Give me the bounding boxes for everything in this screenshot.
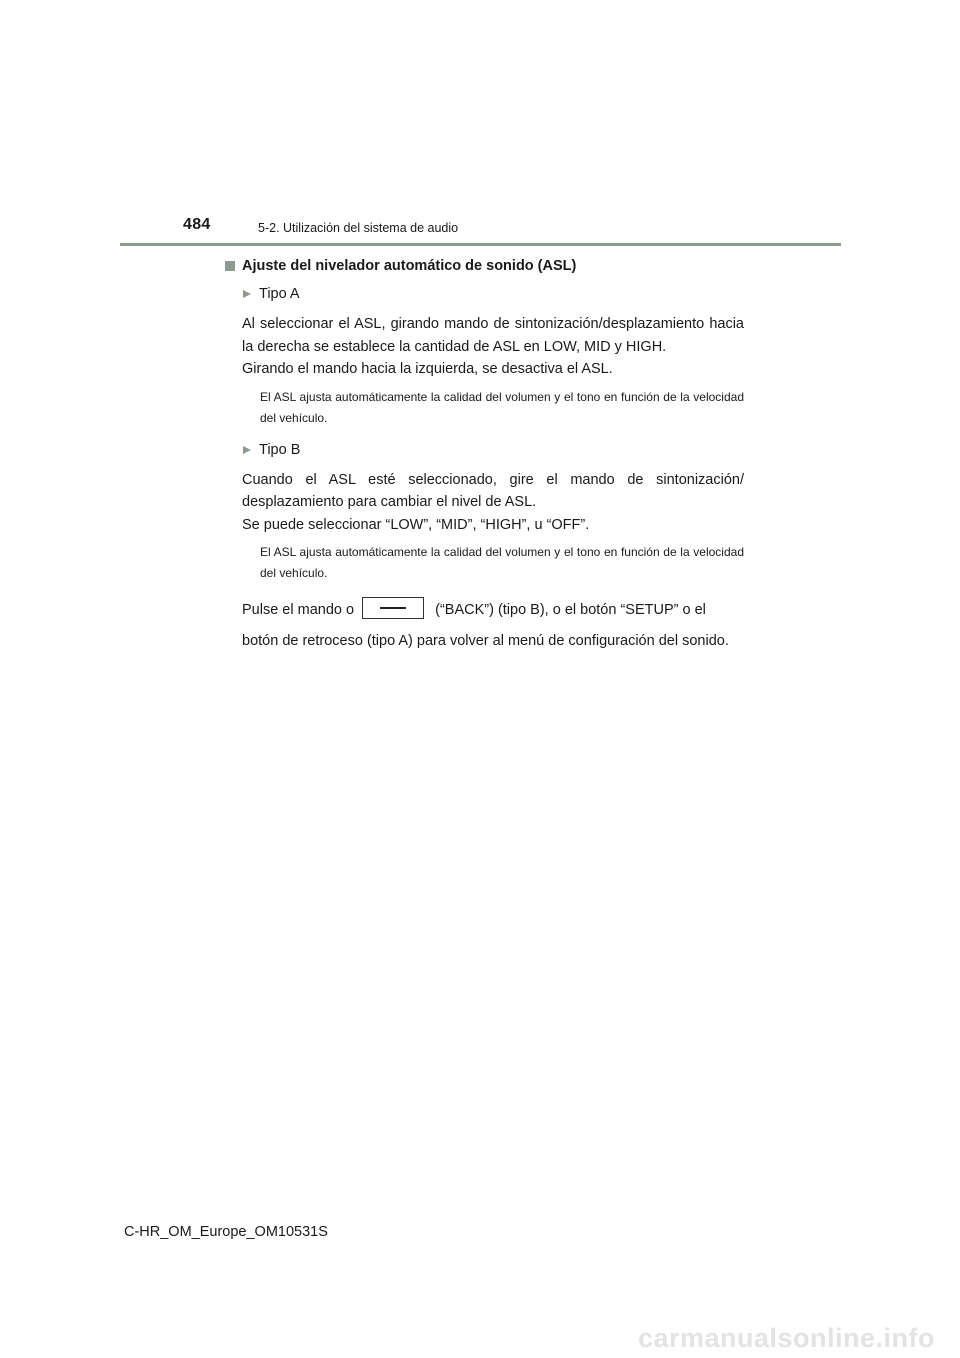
- section-heading-text: Ajuste del nivelador automático de sonido (ASL): [242, 258, 577, 274]
- type-b-body: [224, 469, 744, 537]
- type-b-label-text: Tipo B: [259, 441, 301, 458]
- type-b-note: El ASL ajusta automáticamente la calidad del volumen y el tono en función de la velocidad del vehículo.: [260, 545, 744, 580]
- final-instruction: [224, 595, 744, 657]
- watermark: carmanualsonline.info: [637, 1323, 935, 1353]
- type-a-body: [224, 313, 744, 381]
- back-button-icon: [362, 597, 424, 619]
- final-text-after: (“BACK”) (tipo B), o el botón “SETUP” o el botón de retroceso (tipo A) para volver al menú de configuración del sonido.: [242, 602, 729, 649]
- dash-icon: [380, 607, 406, 609]
- type-a-note: El ASL ajusta automáticamente la calidad del volumen y el tono en función de la velocidad del vehículo.: [260, 389, 744, 425]
- square-bullet-icon: [225, 261, 235, 271]
- section-heading: [224, 256, 744, 276]
- main-content: [224, 256, 744, 657]
- type-b-body-line: Cuando el ASL esté seleccionado, gire el mando de sintonización/ desplazamiento para cambiar el nivel de ASL.: [242, 471, 744, 510]
- type-a-label-text: Tipo A: [259, 286, 300, 302]
- type-a-body-line: Al seleccionar el ASL, girando mando de sintonización/desplazamiento hacia la derecha se establece la cantidad de ASL en LOW, MID y HIGH.: [242, 316, 744, 355]
- triangle-bullet-icon: [243, 446, 251, 454]
- section-title: 5-2. Utilización del sistema de audio: [258, 221, 459, 235]
- type-b-body-line: Se puede seleccionar “LOW”, “MID”, “HIGH”, u “OFF”.: [242, 516, 590, 533]
- page-number: 484: [183, 216, 211, 233]
- final-text-before: Pulse el mando o: [242, 602, 355, 618]
- type-a-label: [224, 284, 744, 304]
- header-rule: [120, 243, 841, 246]
- triangle-bullet-icon: [243, 290, 251, 298]
- footer-document-id: C-HR_OM_Europe_OM10531S: [124, 1224, 328, 1240]
- type-a-body-line: Girando el mando hacia la izquierda, se desactiva el ASL.: [242, 361, 613, 377]
- type-b-label: [224, 440, 744, 460]
